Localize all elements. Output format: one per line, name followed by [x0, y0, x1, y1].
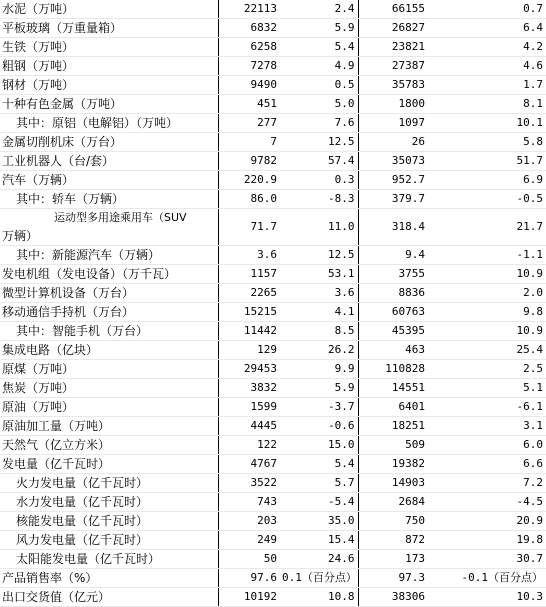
cell-v3: 110828	[358, 360, 428, 379]
cell-v1: 1599	[218, 398, 280, 417]
cell-v4: 6.4	[428, 19, 546, 38]
cell-v4: -1.1	[428, 246, 546, 265]
cell-v2: 10.8	[280, 588, 358, 607]
cell-v2: 3.6	[280, 284, 358, 303]
row-label-text: 移动通信手持机（万台）	[2, 305, 135, 319]
table-row	[0, 436, 546, 455]
cell-v2: 5.4	[280, 38, 358, 57]
table-row	[0, 265, 546, 284]
cell-v1: 3832	[218, 379, 280, 398]
cell-v4: 21.7	[428, 209, 546, 246]
row-label	[0, 436, 218, 455]
cell-v3: 173	[358, 550, 428, 569]
table-row	[0, 417, 546, 436]
row-label	[0, 57, 218, 76]
table-row	[0, 379, 546, 398]
cell-v1: 451	[218, 95, 280, 114]
cell-v3: 60763	[358, 303, 428, 322]
table-row	[0, 38, 546, 57]
row-label-text: 金属切削机床（万台）	[2, 135, 123, 149]
cell-v2: -5.4	[280, 493, 358, 512]
row-label	[0, 322, 218, 341]
cell-v4: 10.1	[428, 114, 546, 133]
cell-v3: 19382	[358, 455, 428, 474]
table-row	[0, 152, 546, 171]
cell-v3: 318.4	[358, 209, 428, 246]
table-row	[0, 588, 546, 607]
cell-v2: 5.9	[280, 379, 358, 398]
cell-v3: 26827	[358, 19, 428, 38]
cell-v1: 9782	[218, 152, 280, 171]
row-label-text: 生铁（万吨）	[2, 40, 75, 54]
cell-v2: 0.3	[280, 171, 358, 190]
cell-v1: 71.7	[218, 209, 280, 246]
table-row	[0, 133, 546, 152]
row-label-text: 风力发电量（亿千瓦时）	[16, 533, 149, 547]
cell-v1: 249	[218, 531, 280, 550]
row-label	[0, 455, 218, 474]
row-label	[0, 38, 218, 57]
cell-v4: 10.9	[428, 265, 546, 284]
cell-v1: 6832	[218, 19, 280, 38]
cell-v2: 8.5	[280, 322, 358, 341]
cell-v3: 2684	[358, 493, 428, 512]
row-label	[0, 360, 218, 379]
row-label-text: 天然气（亿立方米）	[2, 438, 111, 452]
cell-v4: 4.2	[428, 38, 546, 57]
row-label	[0, 246, 218, 265]
row-label	[0, 512, 218, 531]
cell-v1: 22113	[218, 0, 280, 19]
row-label-text: 其中：轿车（万辆）	[16, 192, 125, 206]
row-label	[0, 341, 218, 360]
cell-v1: 277	[218, 114, 280, 133]
cell-v3: 14903	[358, 474, 428, 493]
cell-v4: 51.7	[428, 152, 546, 171]
row-label-text: 集成电路（亿块）	[2, 343, 99, 357]
cell-v2: -0.6	[280, 417, 358, 436]
cell-v4: 10.3	[428, 588, 546, 607]
row-label-text: 原煤（万吨）	[2, 362, 75, 376]
cell-v3: 23821	[358, 38, 428, 57]
cell-v3: 8836	[358, 284, 428, 303]
table-row	[0, 322, 546, 341]
table-row	[0, 0, 546, 19]
row-label-text: 焦炭（万吨）	[2, 381, 75, 395]
cell-v2: 5.4	[280, 455, 358, 474]
cell-v2: 35.0	[280, 512, 358, 531]
cell-v2: 4.9	[280, 57, 358, 76]
table-row	[0, 19, 546, 38]
cell-v2: 5.9	[280, 19, 358, 38]
row-label	[0, 493, 218, 512]
cell-v1: 11442	[218, 322, 280, 341]
cell-v2: -3.7	[280, 398, 358, 417]
table-row	[0, 209, 546, 246]
cell-v3: 97.3	[358, 569, 428, 588]
table-row	[0, 284, 546, 303]
row-label-text: 水泥（万吨）	[2, 2, 75, 16]
row-label	[0, 171, 218, 190]
table-row	[0, 474, 546, 493]
row-label-text: 钢材（万吨）	[2, 78, 75, 92]
cell-v4: 6.6	[428, 455, 546, 474]
row-label-line1: 运动型多用途乘用车（SUV	[54, 211, 187, 224]
cell-v4: 9.8	[428, 303, 546, 322]
row-label-text: 发电机组（发电设备）（万千瓦）	[2, 267, 177, 281]
row-label	[0, 474, 218, 493]
table-row	[0, 341, 546, 360]
cell-v1: 4445	[218, 417, 280, 436]
cell-v1: 3522	[218, 474, 280, 493]
row-label	[0, 550, 218, 569]
cell-v1: 1157	[218, 265, 280, 284]
row-label	[0, 398, 218, 417]
cell-v4: -6.1	[428, 398, 546, 417]
cell-v1: 220.9	[218, 171, 280, 190]
row-label-text: 出口交货值（亿元）	[2, 590, 111, 604]
cell-v3: 27387	[358, 57, 428, 76]
cell-v3: 379.7	[358, 190, 428, 209]
cell-v2: 0.1（百分点）	[280, 569, 358, 588]
cell-v2: 11.0	[280, 209, 358, 246]
table-row	[0, 114, 546, 133]
cell-v4: 30.7	[428, 550, 546, 569]
cell-v4: 1.7	[428, 76, 546, 95]
row-label-text: 微型计算机设备（万台）	[2, 286, 135, 300]
cell-v3: 9.4	[358, 246, 428, 265]
cell-v2: 5.7	[280, 474, 358, 493]
row-label	[0, 95, 218, 114]
table-row	[0, 76, 546, 95]
cell-v1: 97.6	[218, 569, 280, 588]
cell-v1: 122	[218, 436, 280, 455]
table-row	[0, 57, 546, 76]
cell-v3: 463	[358, 341, 428, 360]
cell-v1: 9490	[218, 76, 280, 95]
cell-v4: -4.5	[428, 493, 546, 512]
table-row	[0, 455, 546, 474]
cell-v3: 3755	[358, 265, 428, 284]
cell-v4: -0.1（百分点）	[428, 569, 546, 588]
table-row	[0, 569, 546, 588]
table-row	[0, 550, 546, 569]
cell-v4: 19.8	[428, 531, 546, 550]
cell-v1: 15215	[218, 303, 280, 322]
row-label-text: 火力发电量（亿千瓦时）	[16, 476, 149, 490]
table-row	[0, 531, 546, 550]
cell-v3: 45395	[358, 322, 428, 341]
row-label	[0, 303, 218, 322]
cell-v3: 872	[358, 531, 428, 550]
cell-v3: 1097	[358, 114, 428, 133]
row-label	[0, 19, 218, 38]
row-label-text: 水力发电量（亿千瓦时）	[16, 495, 149, 509]
row-label-text: 其中：智能手机（万台）	[16, 324, 149, 338]
row-label	[0, 417, 218, 436]
row-label	[0, 265, 218, 284]
cell-v1: 50	[218, 550, 280, 569]
cell-v4: 10.9	[428, 322, 546, 341]
row-label-text: 平板玻璃（万重量箱）	[2, 21, 123, 35]
cell-v4: -0.5	[428, 190, 546, 209]
cell-v1: 203	[218, 512, 280, 531]
table-row	[0, 398, 546, 417]
row-label-text: 工业机器人（台/套）	[2, 154, 115, 168]
cell-v4: 20.9	[428, 512, 546, 531]
cell-v2: 24.6	[280, 550, 358, 569]
row-label	[0, 569, 218, 588]
cell-v4: 5.8	[428, 133, 546, 152]
cell-v3: 18251	[358, 417, 428, 436]
cell-v2: 53.1	[280, 265, 358, 284]
cell-v3: 952.7	[358, 171, 428, 190]
cell-v4: 4.6	[428, 57, 546, 76]
row-label	[0, 0, 218, 19]
cell-v1: 7278	[218, 57, 280, 76]
row-label	[0, 284, 218, 303]
table-row	[0, 512, 546, 531]
row-label	[0, 209, 218, 246]
cell-v4: 6.0	[428, 436, 546, 455]
cell-v3: 66155	[358, 0, 428, 19]
cell-v3: 35783	[358, 76, 428, 95]
row-label-text: 原油加工量（万吨）	[2, 419, 111, 433]
cell-v1: 7	[218, 133, 280, 152]
row-label	[0, 190, 218, 209]
row-label	[0, 588, 218, 607]
cell-v4: 0.7	[428, 0, 546, 19]
cell-v4: 3.1	[428, 417, 546, 436]
row-label	[0, 379, 218, 398]
cell-v2: -8.3	[280, 190, 358, 209]
cell-v2: 7.6	[280, 114, 358, 133]
cell-v2: 2.4	[280, 0, 358, 19]
cell-v1: 86.0	[218, 190, 280, 209]
cell-v4: 8.1	[428, 95, 546, 114]
table-row	[0, 303, 546, 322]
cell-v4: 2.5	[428, 360, 546, 379]
cell-v4: 7.2	[428, 474, 546, 493]
cell-v1: 6258	[218, 38, 280, 57]
cell-v1: 29453	[218, 360, 280, 379]
cell-v2: 26.2	[280, 341, 358, 360]
cell-v3: 14551	[358, 379, 428, 398]
cell-v4: 5.1	[428, 379, 546, 398]
cell-v3: 509	[358, 436, 428, 455]
row-label-text: 十种有色金属（万吨）	[2, 97, 123, 111]
cell-v2: 57.4	[280, 152, 358, 171]
row-label	[0, 531, 218, 550]
cell-v3: 38306	[358, 588, 428, 607]
row-label-text: 粗钢（万吨）	[2, 59, 75, 73]
cell-v2: 15.0	[280, 436, 358, 455]
row-label-text: 产品销售率（%）	[2, 571, 98, 585]
row-label	[0, 133, 218, 152]
cell-v1: 743	[218, 493, 280, 512]
row-label-line2: 万辆）	[2, 229, 39, 243]
row-label-text: 发电量（亿千瓦时）	[2, 457, 111, 471]
table-row	[0, 190, 546, 209]
cell-v1: 3.6	[218, 246, 280, 265]
cell-v2: 0.5	[280, 76, 358, 95]
cell-v1: 2265	[218, 284, 280, 303]
row-label-text: 其中：新能源汽车（万辆）	[16, 248, 161, 262]
cell-v1: 129	[218, 341, 280, 360]
table-row	[0, 246, 546, 265]
row-label	[0, 76, 218, 95]
row-label-text: 汽车（万辆）	[2, 173, 75, 187]
cell-v2: 12.5	[280, 246, 358, 265]
table-row	[0, 171, 546, 190]
table-row	[0, 95, 546, 114]
cell-v4: 2.0	[428, 284, 546, 303]
cell-v2: 15.4	[280, 531, 358, 550]
table-row	[0, 493, 546, 512]
row-label-text: 核能发电量（亿千瓦时）	[16, 514, 149, 528]
cell-v2: 12.5	[280, 133, 358, 152]
row-label-text: 原油（万吨）	[2, 400, 75, 414]
row-label	[0, 152, 218, 171]
cell-v1: 10192	[218, 588, 280, 607]
cell-v1: 4767	[218, 455, 280, 474]
cell-v3: 26	[358, 133, 428, 152]
cell-v3: 750	[358, 512, 428, 531]
cell-v2: 5.0	[280, 95, 358, 114]
table-row	[0, 360, 546, 379]
row-label	[0, 114, 218, 133]
cell-v3: 35073	[358, 152, 428, 171]
cell-v2: 4.1	[280, 303, 358, 322]
cell-v4: 25.4	[428, 341, 546, 360]
cell-v3: 1800	[358, 95, 428, 114]
row-label-text: 其中：原铝（电解铝）（万吨）	[16, 116, 179, 130]
cell-v2: 9.9	[280, 360, 358, 379]
cell-v3: 6401	[358, 398, 428, 417]
cell-v4: 6.9	[428, 171, 546, 190]
row-label-text: 太阳能发电量（亿千瓦时）	[16, 552, 161, 566]
